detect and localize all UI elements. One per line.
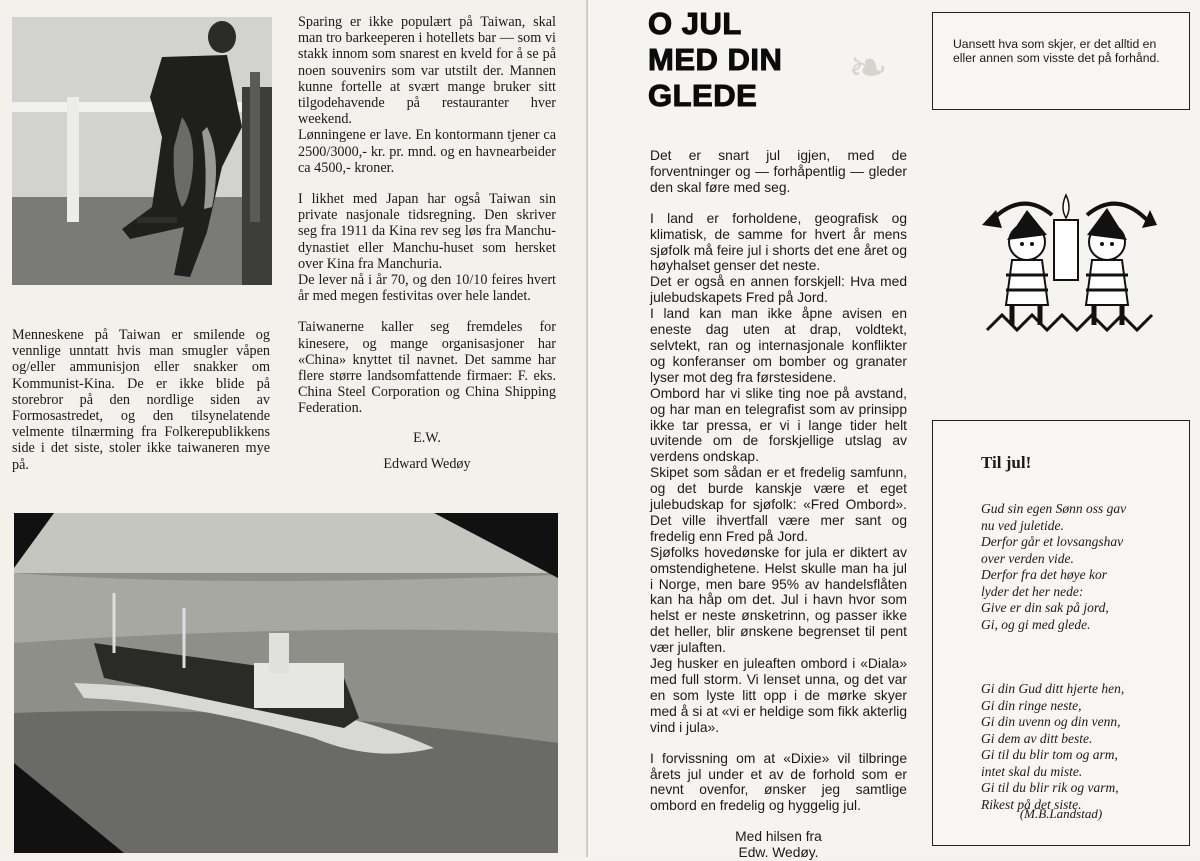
paragraph: Sparing er ikke populært på Taiwan, skal man tro barkeeperen i hotellets bar — som vi stakk innom som snarest en kveld for å se på noen souvenirs som var utstilt der. Mannen kunne fortelle at svært mange bruker sitt tilgodehavende på restauranter hver weekend. <box>298 14 556 128</box>
poem-line: Gi din ringe neste, <box>981 697 1082 713</box>
article-column-right <box>298 14 556 472</box>
article-column-left <box>12 327 270 488</box>
article-title <box>648 6 782 114</box>
paragraph: Det er snart jul igjen, med de forventninger og — forhåpentlig — gleder den skal føre med seg. <box>650 148 907 195</box>
quote-box <box>932 12 1190 110</box>
paragraph: I forvissning om at «Dixie» vil tilbringe årets jul under et av de forhold som er nevnt ovenfor, ønsker jeg samtlige ombord en fredelig og hyggelig jul. <box>650 750 907 814</box>
paragraph: Ombord har vi slike ting noe på avstand, og har man en telegrafist som av prinsipp ikke tar pressa, er vi i lange tider helt uvitende om de forskjellige utslag av verdens ondskap. <box>650 385 907 465</box>
paragraph: De lever nå i år 70, og den 10/10 feires hvert år med megen festivitas over hele landet. <box>298 272 556 305</box>
paragraph: Taiwanerne kaller seg fremdeles for kinesere, og mange organisasjoner har «China» knyttet til navnet. Det samme har flere større landsomfattende firmaer: F. eks. China Steel Corporation og China Shipping Federation. <box>298 319 556 417</box>
paragraph: Sjøfolks hovedønske for jula er diktert av omstendighetene. Helst skulle man ha jul i Norge, men bare 95% av handelsflåten kan ha håp om det. Jul i havn hvor som helst er neste ønsketrinn, og passer ikke det heller, blir ønskene begrenset til pent vær julaften. <box>650 544 907 656</box>
poem-line: over verden vide. <box>981 550 1074 566</box>
poem-line: Gi, og gi med glede. <box>981 616 1091 632</box>
paragraph: Jeg husker en juleaften ombord i «Diala» med full storm. Vi lenset unna, og det var en som lyste litt opp i de mørke skyer med å si at «vi er heldige som fikk akterlig vind i jula». <box>650 656 907 735</box>
poem-line: Gi din Gud ditt hjerte hen, <box>981 681 1125 696</box>
poem-box <box>932 420 1190 846</box>
poem-credit: (M.B.Landstad) <box>1019 806 1103 821</box>
paragraph: I land kan man ikke åpne avisen en eneste dag uten at drap, voldtekt, selvtekt, ran og internasjonale konflikter og konferanser om bomber og granater lyser mot deg fra førstesidene. <box>650 306 907 385</box>
paragraph: Menneskene på Taiwan er smilende og vennlige unntatt hvis man smugler våpen og/eller ammunisjon eller snakker om Kommunist-Kina. De er ikke blide på storebror på den nordlige siden av Formosastredet, og den tilsynelatende velmente tilnærming fra Folkerepublikkens side i det siste, stoler ikke taiwaneren mye på. <box>12 327 270 473</box>
signature: Edw. Wedøy. <box>738 845 819 861</box>
author-name: Edward Wedøy <box>383 455 471 472</box>
poem-text <box>981 501 1181 813</box>
photo-man-with-fish <box>12 17 272 285</box>
christmas-article-body <box>650 148 907 861</box>
poem-line: Give er din sak på jord, <box>981 600 1109 615</box>
show-through-decoration: ❧ <box>848 42 889 95</box>
photo-ship-aerial <box>14 513 558 853</box>
title-line: MED DIN <box>648 42 783 77</box>
poem-line: Derfor går et lovsangshav <box>981 534 1124 549</box>
paragraph: Lønningene er lave. En kontormann tjener ca 2500/3000,- kr. pr. mnd. og en havnearbeider ca 4500,- kroner. <box>298 127 556 176</box>
author-initials: E.W. <box>413 429 441 446</box>
poem-line: intet skal du miste. <box>981 763 1083 779</box>
poem-line: nu ved juletide. <box>981 517 1064 533</box>
left-page <box>0 0 588 857</box>
paragraph: I land er forholdene, geografisk og klimatisk, de samme for hvert år mens sjøfolk må feire jul i shorts det ene året og høyhalset genser det neste. <box>650 210 907 274</box>
poem-line: Gi til du blir tom og arm, <box>981 747 1118 762</box>
quote-text: Uansett hva som skjer, er det alltid en eller annen som visste det på forhånd. <box>953 37 1160 65</box>
poem-line: Gi dem av ditt beste. <box>981 730 1093 746</box>
paragraph: Skipet som sådan er et fredelig samfunn, og det burde kanskje være et eget julebudskap for sjøfolk: «Fred Ombord». Det ville ihvertfall være mer sant og fredelig enn Fred på Jord. <box>650 465 907 544</box>
elves-candle-illustration <box>982 180 1157 338</box>
poem-line: Derfor fra det høye kor <box>981 567 1107 582</box>
greeting: Med hilsen fra <box>735 829 822 845</box>
poem-line: Rikest på det siste. <box>981 796 1082 812</box>
paragraph: I likhet med Japan har også Taiwan sin private nasjonale tidsregning. Den skriver seg fra 1911 da Kina rev seg løs fra Manchu-dynastiet eller Manchu-huset som hersket over Kina fra Manchuria. <box>298 191 556 272</box>
paragraph: Det er også en annen forskjell: Hva med julebudskapets Fred på Jord. <box>650 274 907 306</box>
poem-title: Til jul! <box>981 453 1032 472</box>
poem-line: Gi til du blir rik og varm, <box>981 780 1119 795</box>
poem-line: Gi din uvenn og din venn, <box>981 714 1121 729</box>
title-line: O JUL <box>648 6 742 41</box>
title-line: GLEDE <box>648 78 758 113</box>
poem-line: lyder det her nede: <box>981 583 1084 599</box>
poem-line: Gud sin egen Sønn oss gav <box>981 501 1127 516</box>
